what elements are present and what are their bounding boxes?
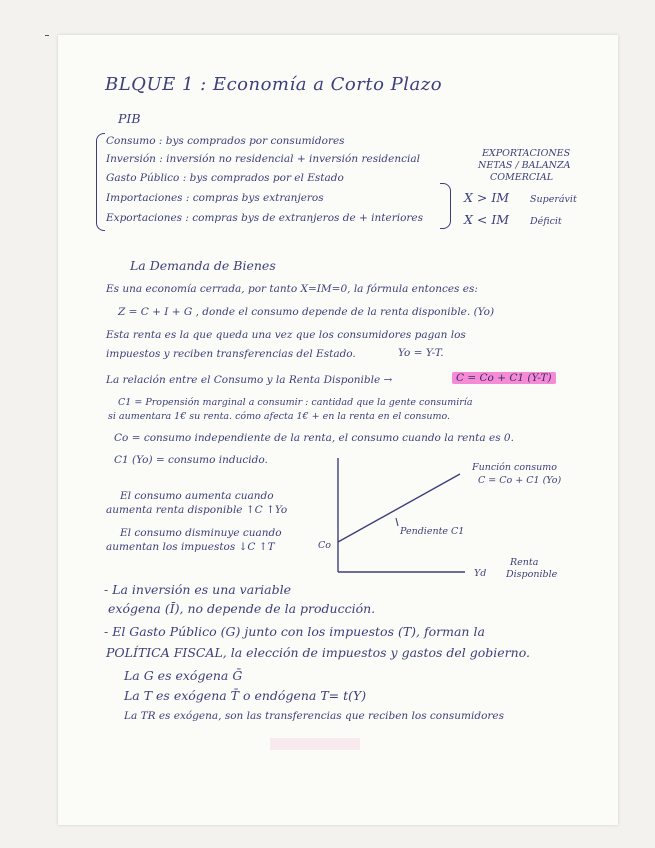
pib-heading: PIB	[118, 111, 141, 126]
bullet-line: La TR es exógena, son las transferencias que reciben los consumidores	[124, 710, 505, 722]
side-note: COMERCIAL	[490, 172, 554, 183]
highlighted-formula: C = Co + C1 (Y-T)	[452, 372, 556, 384]
text-line: Co = consumo independiente de la renta, el consumo cuando la renta es 0.	[114, 432, 514, 444]
relation-text: La relación entre el Consumo y la Renta Disponible →	[106, 374, 393, 386]
text-line: Z = C + I + G , donde el consumo depende de la renta disponible. (Yo)	[118, 306, 495, 318]
left-brace	[96, 133, 105, 231]
page-mark	[45, 35, 49, 36]
x-desc: Disponible	[506, 569, 558, 580]
text-line: impuestos y reciben transferencias del Estado.	[106, 348, 356, 360]
bleed-through-mark	[270, 738, 360, 750]
balance-label: Superávit	[530, 194, 577, 205]
y-intercept-label: Co	[318, 540, 331, 551]
graph-function-label: Función consumo	[472, 462, 557, 473]
balance-relation: X > IM	[464, 190, 510, 205]
pib-item: Importaciones : compras bys extranjeros	[106, 192, 324, 204]
bullet-line: La T es exógena T̄ o endógena T= t(Y)	[124, 688, 367, 703]
pib-item: Gasto Público : bys comprados por el Estado	[106, 172, 344, 184]
note-line: El consumo disminuye cuando	[120, 527, 282, 539]
bullet-line: La G es exógena Ḡ	[124, 668, 243, 683]
slope-label: Pendiente C1	[400, 526, 465, 537]
note-line: aumenta renta disponible ↑C ↑Yo	[106, 504, 288, 516]
x-desc: Renta	[510, 557, 539, 568]
text-line: Esta renta es la que queda una vez que los consumidores pagan los	[106, 329, 466, 341]
note-line: El consumo aumenta cuando	[120, 490, 274, 502]
side-note: EXPORTACIONES	[482, 148, 571, 159]
text-line: Yo = Y-T.	[398, 347, 444, 359]
bullet-line: - El Gasto Público (G) junto con los impuestos (T), forman la	[104, 624, 485, 639]
graph-function-label: C = Co + C1 (Yo)	[478, 475, 562, 486]
pib-item: Inversión : inversión no residencial + inversión residencial	[106, 153, 420, 165]
balance-relation: X < IM	[464, 212, 510, 227]
page-title: BLQUE 1 : Economía a Corto Plazo	[105, 74, 443, 95]
bullet-line: - La inversión es una variable	[104, 582, 292, 597]
pib-item: Exportaciones : compras bys de extranjeros de + interiores	[106, 212, 424, 224]
text-line: C1 = Propensión marginal a consumir : cantidad que la gente consumiría	[118, 397, 473, 408]
note-line: aumentan los impuestos ↓C ↑T	[106, 541, 275, 553]
bullet-line: exógena (Ī), no depende de la producción.	[108, 601, 376, 616]
text-line: C1 (Yo) = consumo inducido.	[114, 454, 268, 466]
slope-arrow	[396, 518, 398, 526]
right-brace	[440, 183, 451, 229]
section-heading: La Demanda de Bienes	[130, 258, 276, 273]
text-line: si aumentara 1€ su renta. cómo afecta 1€ + en la renta en el consumo.	[108, 411, 451, 422]
bullet-line: POLÍTICA FISCAL, la elección de impuestos y gastos del gobierno.	[106, 645, 530, 660]
balance-label: Déficit	[530, 216, 562, 227]
side-note: NETAS / BALANZA	[478, 160, 571, 171]
x-axis-label: Yd	[474, 568, 487, 579]
text-line: Es una economía cerrada, por tanto X=IM=0, la fórmula entonces es:	[106, 283, 478, 295]
pib-item: Consumo : bys comprados por consumidores	[106, 135, 345, 147]
